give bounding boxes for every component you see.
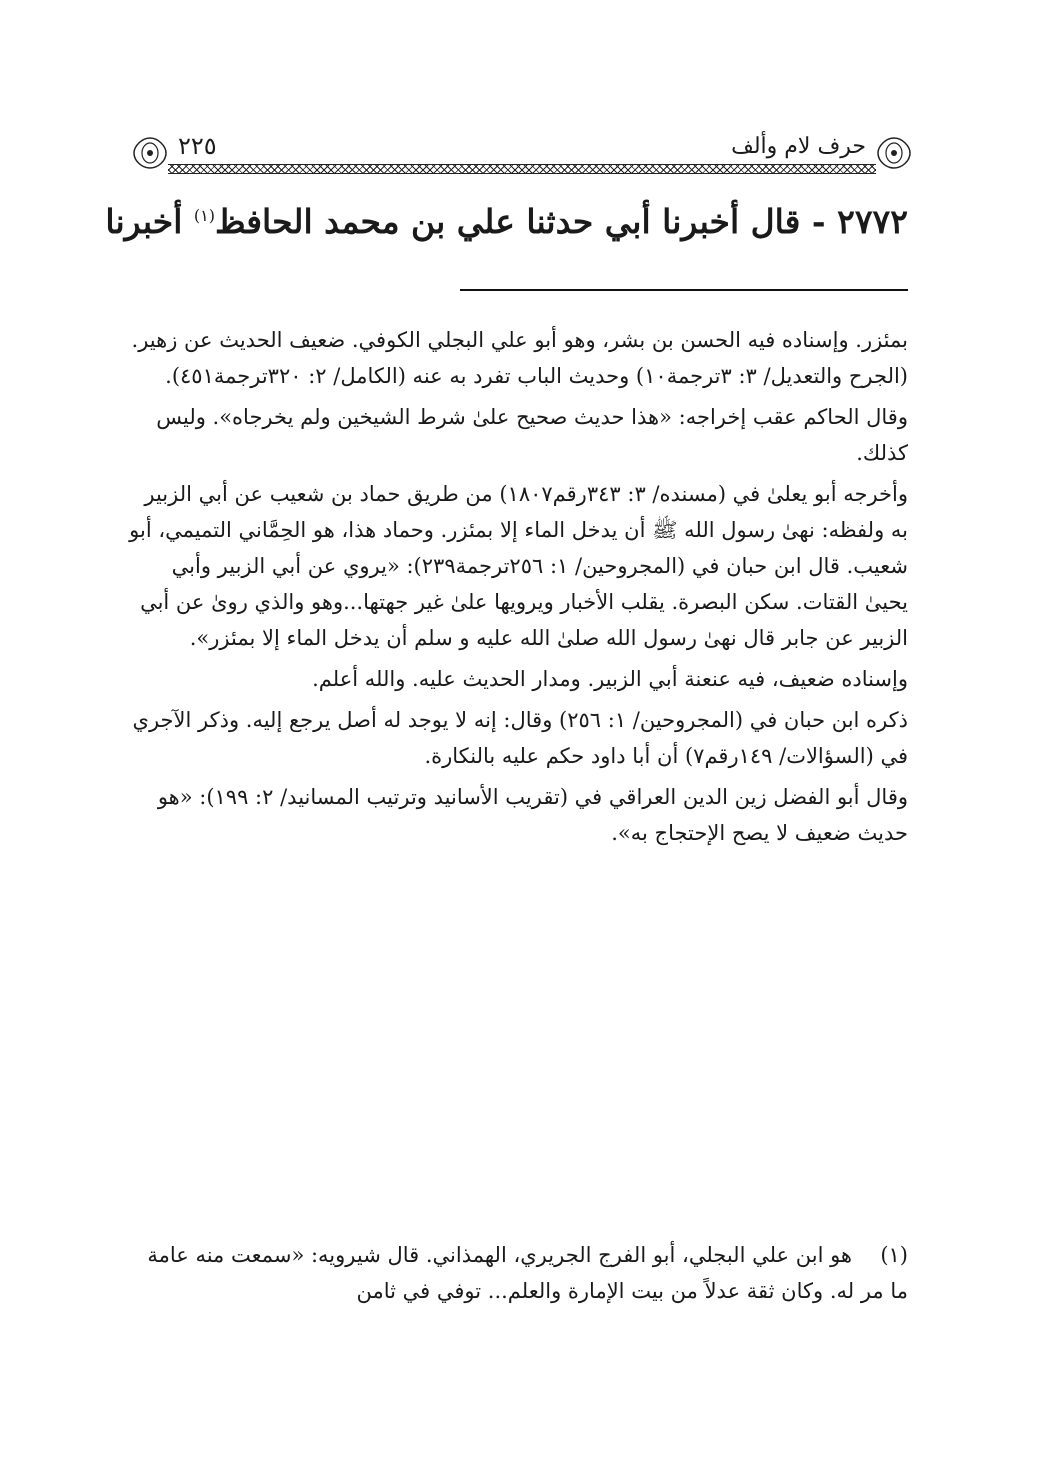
hadith-line-end: أخبرنا [105,202,194,241]
running-title: حرف لام وألف [731,134,866,159]
ornament-right-icon [876,136,912,170]
note-paragraph: ذكره ابن حبان في (المجروحين/ ١: ٢٥٦) وقال: إنه لا يوجد له أصل يرجع إليه. وذكر الآجري في (السؤالات/ ١٤٩رقم٧) أن أبا داود حكم عليه بالنكارة. [132,708,908,768]
hadith-line: ٢٧٧٢ - قال أخبرنا أبي حدثنا علي بن محمد الحافظ [214,202,908,241]
footnote-reference: (١) [193,206,215,225]
notes-block [128,322,908,856]
note-paragraph: وقال أبو الفضل زين الدين العراقي في (تقريب الأسانيد وترتيب المسانيد/ ٢: ١٩٩): «هو حديث ضعيف لا يصح الإحتجاج به». [157,785,908,845]
note-paragraph: وإسناده ضعيف، فيه عنعنة أبي الزبير. ومدار الحديث عليه. والله أعلم. [312,667,908,691]
ornament-left-icon [132,136,168,170]
header-rule [168,164,876,174]
note-paragraph: وقال الحاكم عقب إخراجه: «هذا حديث صحيح علىٰ شرط الشيخين ولم يخرجاه». وليس كذلك. [156,405,908,465]
footnote-marker: (١) [880,1243,908,1267]
note-paragraph: وأخرجه أبو يعلىٰ في (مسنده/ ٣: ٣٤٣رقم١٨٠٧) من طريق حماد بن شعيب عن أبي الزبير به ولفظه: نهىٰ رسول الله ﷺ أن يدخل الماء إلا بمئزر. وحماد هذا، هو الحِمَّاني التميمي، أبو شعيب. قال ابن حبان في (المجروحين/ ١: ٢٥٦ترجمة٢٣٩): «يروي عن أبي الزبير وأبي يحيىٰ القتات. سكن البصرة. يقلب الأخبار ويرويها علىٰ غير جهتها...وهو والذي روىٰ عن أبي الزبير عن جابر قال نهىٰ رسول الله صلىٰ الله عليه و سلم أن يدخل الماء إلا بمئزر». [129,482,908,650]
hadith-text [105,192,908,246]
footnote-separator [460,289,908,291]
footnote-1 [128,1237,908,1309]
note-paragraph: بمئزر. وإسناده فيه الحسن بن بشر، وهو أبو علي البجلي الكوفي. ضعيف الحديث عن زهير. (الجرح والتعديل/ ٣: ٣ترجمة١٠) وحديث الباب تفرد به عنه (الكامل/ ٢: ٣٢٠ترجمة٤٥١). [131,328,908,388]
page-number: ٢٢٥ [178,132,217,160]
running-header [132,128,912,178]
footnote-text: هو ابن علي البجلي، أبو الفرج الجريري، الهمذاني. قال شيرويه: «سمعت منه عامة ما مر له. وكان ثقة عدلاً من بيت الإمارة والعلم... توفي في ثامن [147,1243,908,1303]
